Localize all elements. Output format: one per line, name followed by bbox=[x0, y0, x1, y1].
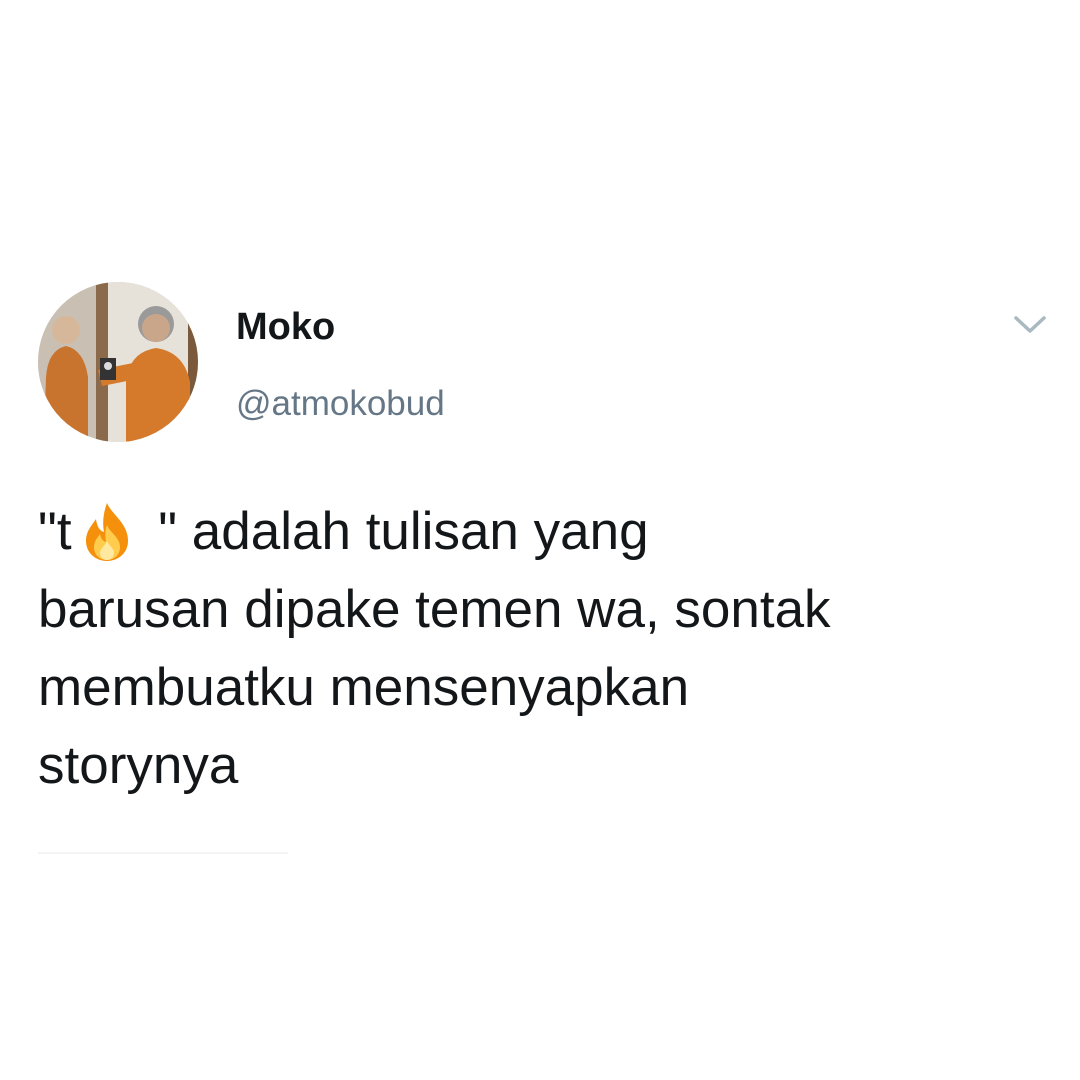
tweet-quote-open: "t bbox=[38, 502, 72, 561]
chevron-down-icon[interactable] bbox=[1008, 306, 1052, 342]
tweet-text-line-1 bbox=[38, 493, 1048, 571]
fire-emoji-icon bbox=[76, 501, 138, 563]
tweet-text-line-2: barusan dipake temen wa, sontak bbox=[38, 580, 831, 639]
footer-divider bbox=[38, 852, 288, 854]
tweet-text-line-1-rest: " adalah tulisan yang bbox=[143, 502, 649, 561]
author-display-name[interactable]: Moko bbox=[236, 306, 336, 348]
tweet-text-line-4: storynya bbox=[38, 736, 239, 795]
tweet-text bbox=[38, 493, 1048, 805]
author-avatar[interactable] bbox=[38, 282, 198, 442]
author-handle[interactable]: @atmokobud bbox=[236, 384, 445, 423]
tweet-text-line-3: membuatku mensenyapkan bbox=[38, 658, 690, 717]
